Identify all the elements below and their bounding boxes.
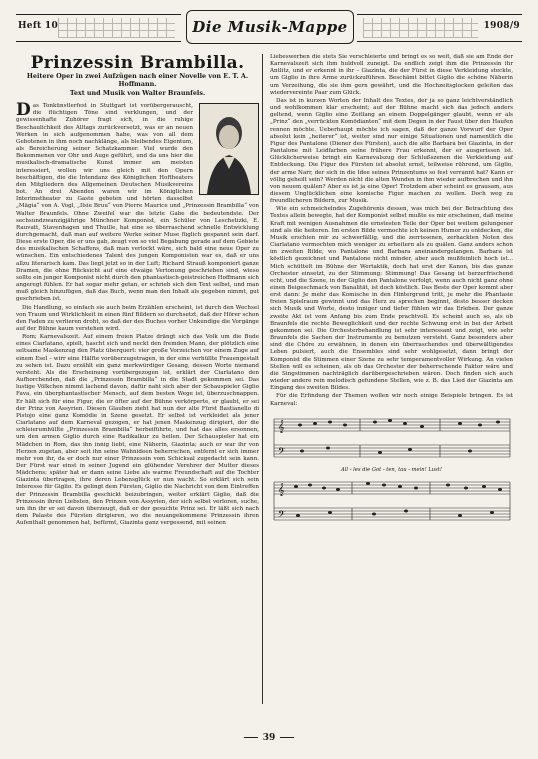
svg-text:𝄞: 𝄞: [278, 482, 285, 496]
masthead-left-band: [16, 14, 181, 42]
article-credits: Text und Musik von Walter Braunfels.: [69, 89, 206, 98]
svg-text:𝄢: 𝄢: [278, 508, 286, 522]
issue-label: Heft 10: [18, 21, 59, 31]
masthead-right-band: [357, 14, 522, 42]
paragraph: Die Handlung, so einfach sie auch beim Erzählen erscheint, ist durch den Wechsel von Traum und Wirklichkeit in einen fünf Bildern so durchsetzt, daß der Hörer schon den Faden zu verlieren droht, so daß der des Buches vorher Unkundige die Vorgänge auf der Bühne kaum verstehen wird.: [16, 304, 259, 332]
magazine-title: Die Musik-Mappe: [186, 10, 354, 44]
music-lyric: All - les die Got - ten, tau - mein! Lust!: [341, 466, 442, 473]
music-staff-system-2: [270, 478, 513, 524]
page-number-dash: [280, 737, 294, 738]
article-title: Prinzessin Brambilla.: [30, 53, 245, 73]
paragraph: as Tonkünstlerfest in Stuttgart ist vorübergerauscht, die flüchtigen Töne sind verklungen, und der gewissenhafte Zuhörer fragt sich, in die ruhige Beschaulichkeit des Alltags zurückversetzt, was er an neuen Werken in sich aufgenommen habe, was von all dem Gebotenen in ihm noch nachklänge, als bleibendes Eigentum, als Bereicherung seiner Schatzkammer. Viel wurde den Bekommenen vor Ohr und Auge geführt, und da uns hier die musikalisch-dramatische Kunst immer am meisten interessiert, wollen wir uns gleich mit den Opern beschäftigen, die die Intendanz des Königlichen Hoftheaters den Mitgliedern des Allgemeinen Deutschen Musikvereins bot. An drei Abenden waren wir im Königlichen Interimstheater zu Gaste gebeten und hörten dasselbst „Mägia“ von A. Vogl, „Ilsie Bruu“ von Pierre Maurice und „Prinzessin Brambilla“ von Walter Braunfels. Ohne Zweifel war die letzte Gabe die bedeutendste. Der sechsundzwanzigjährige Münchner Komponist, ein Schüler von Leschetizki, E. Rauvatt, Stavenhagen und Thuille, hat eine so überraschend schnelle Entwicklung durchgemacht, daß man auf weitere Werke seiner Muse füglich gespannt sein darf. Diese erste Oper, die er uns gab, zeugt von so viel Begabung gerade auf dem Gebiete des musikalischen Schaffens, daß man verlockt wäre, sich bald eine neue Oper zu wünschen. Ein entschiedenes Talent des jungen Komponisten war es, daß er uns allzu literarisch kam. Das liegt jetzt so in der Luft; Richard Strauß komponiert ganze Dramen, die ohne Rücksicht auf eine etwaige Vertonung geschrieben sind, wieso sollte ein junger Komponist nicht durch den phantastisch-geistreichen Hoffmann sich angeregt fühlen. Er hat sogar mehr getan, er schrieb sich den Text selbst, und man muß gleich hinzufügen, daß das Buch, wenn man den Inhalt als gegeben nimmt, gut geschrieben ist.: [16, 103, 259, 303]
paragraph: Liebeswerben die stets Sie verschleierte und bringt es so weit, daß sie am Ende der Karnevalszeit sich ihm huldvoll zuneigt. Da endlich zeigt ihm die Prinzessin ihr Antlitz, und er erkennt in ihr – Giazinta, die der Fürst in diese Verkleidung steckte, um Giglio in ihre Arme zurückzuführen. Beschämt bittet Giglio die schöne Näherin um Verzeihung, die sie ihm gern gewährt, und die Hochzeitsglocken geleiten das wiedervereinte Paar zum Glück.: [270, 54, 513, 96]
left-column: [16, 54, 259, 528]
article-subtitle: Heitere Oper in zwei Aufzügen nach einer Novelle von E. T. A. Hoffmann.: [26, 72, 249, 89]
paragraph: Rom; Karnevalszeit. Auf einem freien Platze drängt sich das Volk um die Bude eines Ciarlatano, spielt, hascht sich und neckt den fremden Mann, der plötzlich eine seltsame Maskenzug den Platz überquert: vier große Vorzeichen vor einem Zuge auf einem Esel – wirr eine Hälfte vorüberzugetragen, in der eine verhüllte Frauengestalt zu sehen ist. Dazu erzählt ein ganz merkwürdiger Gesang, dessen Worte niemand versteht. Als die Erscheinung vorübergezogen ist, erklärt der Ciarlatano den Aufhorchenden, daß die „Prinzessin Brambilla“ in die Stadt gekommen sei. Das lustige Völkchen nimmt lachend davon, dafür naht sich aber der Schauspieler Giglio Fava, ein überphantastischer Mensch, auf dem besten Wege ist, überzuschnappen. Er hält sich für eine Figur, die er öfter auf der Bühne verkörperte, er glaubt, er sei der Prinz von Assyrien. Diesen Glauben zieht hat nun der alte Fürst Bastianello di Pistojo eine ganz Komödie in Szene gesetzt. Er selbst ist verkleidet als jener Ciarlatano auf dem Karneval gezogen, er hat jenen Maskenzug dirigiert, der die schleierumhüllte „Prinzessin Brambilla“ herbeiführte, und hat das alles ersonnen, um den armen Giglio durch eine Radikalkur zu heilen. Der Schauspieler hat ein Mädchen in Rom, das ihn innig liebt, eine Näherin, Giazinta; auch er war ihr von Herzen zugetan, aber seit ihn seine Wahnideen beherrschen, entfernt er sich immer mehr von ihr, da er doch nur einer Prinzessin vom Schicksal zugedacht sein kann. Der Fürst war einst in seiner Jugend ein glühender Verehrer der Mutter dieses Mädchens; später hat er dann seine Liebe als warme Freundschaft auf die Tochter Giazinta übertragen, ihre deren Lebensglück er nun wacht. So erklärt sich sein Interesse für Giglio. Es gelingt dem Fürsten, Giglio die Nachricht von dem Eintreffen der Prinzessin Brambilla geschickt beizubringen, weiter erklärt Giglio, daß die Prinzessin ihren Liebsten, den Prinzen von Assyrien, der sich selbst verloren, suche, um ihn ihr er sei davon überzeugt, daß er der gesuchte Prinz sei. Er läßt sich nach dem Palaste des Fürsten dirigieren, wo die neuangekommene Prinzessin ihren Aufenthalt genommen hat, befürmt, Giazinta ganz vergessend, mit seinen: [16, 334, 259, 527]
music-staff-system-1: [270, 415, 513, 461]
paragraph: Wie ein schmeichelndes Zugehörenis dessen, was mich bei der Betrachtung des Textes allein bewegte, hat der Komponist selbst mußte es mir erscheinen, daß meine Kraft mit wenigen Ausnahmen die ernstesten Teile der Oper bei weitem gelungener sind als die heiteren. Im ersten Bilde vermochte ich keinen Humor zu entdecken, die Musik erschien mir zu schwerfällig, und die zerrissenen, zerhackten Noten des Ciarlatano vermochten mich weniger zu erheitern als zu quälen. Ganz anders schon im zweiten Bilde, wo Pantalone und Barbara aneinandergelangen. Barbara ist köstlich gezeichnet und Pantalone nicht minder, aber auch mußfeinlich hoch ist... Mich schüttelt im Bühne der Wertaktik, doch hat erst der Kanon, bis das ganze Orchester einsetzt, zu der Stimmung: Stimmung! Das Gesang ist herzerfrischend echt, und die Szene, in der Giglio den Pantalone verfolgt, wenn auch nicht ganz ohne einen Beigeschmack von Banalität, ist doch köstlich. Das Beste der Oper kommt aber erst dann: Je mehr das Komische in den Hintergrund tritt, je mehr die Phantasie freien Spielraum gewinnt und das Herz zu sprechen beginnt, desto besser decken sich Musik und Worte, desto inniger und tiefer fühlen wir das Erleben. Der ganze zweite Akt ist vom Anfang bis zum Ende prachtvoll. Es scheint auch so, als ob Braunfels die rechte Beweglichkeit und der rechte Schwung erst in bei der Arbeit gekommen sei. Die Orchesterbehandlung ist sehr interessant und zeigt, wie sehr Braunfels die Sachen der Instrumente zu benutzen versteht. Ganz besonders aber sind die Chöre zu erwähnen, in denen ein überraschendes und überwältigendes Leben pulsiert, auch die Ensembles sind sehr wohlgesetzt, dann bringt der Komponist die Stimmen einer Szene zu sehr temperamentvoller Wirkung. An vielen Stellen will es scheinen, als ob das Orchester der beherrschende Faktor wäre und die Singstimmen nachträglich darübergeschrieben wären. Doch finden sich auch wieder andere rein melodisch gefundene Stellen, wie z. B. das Lied der Giazinta am Eingang des zweiten Bildes.: [270, 206, 513, 392]
svg-text:𝄢: 𝄢: [278, 445, 286, 459]
page-number-value: 39: [262, 733, 276, 743]
music-example: [270, 412, 513, 531]
article-body-left: [16, 100, 259, 527]
svg-text:𝄞: 𝄞: [278, 419, 285, 433]
composer-portrait-image: [199, 103, 259, 195]
page-number: [0, 733, 538, 743]
right-column: [270, 54, 513, 531]
masthead-ornament: [58, 18, 175, 38]
column-divider: [262, 54, 263, 704]
paragraph: Das ist in kurzen Worten der Inhalt des Textes, der ja so ganz leichtverständlich und wohlkommen klar erscheint; auf der Bühne macht sich das jedoch anders geltend, wenn Giglio eine Zeitlang an einem Doppelgänger glaubt, wenn er als „Prinz“ den „verrückten Komödianten“ mit dem Degen in der Faust über den Haufen rennen möchte. Ueberhaupt möchte ich sagen, daß der ganze Vorwurf der Oper absolut kein „heiterer“ ist, weiter sind nur einige Situationen und namentlich die Figur des Pantalone (Diener des Fürsten), auch die alte Barbara bei Giazinta, in der Pantalone mit Leidfarben seine frühere Frau erkennt, der er ausgerissen ist. Glücklicherweise bringt ein Karnevalszug der Schlußszenen die Verkleidung auf Entdeckung. Die Figur des Fürsten ist absolut ernst, teilweise rührend, um Giglio, der arme Narr, der sich in die Idee seines Prinzentums so fest verrannt hat? Kann er völlig geheilt sein? Werden nicht die alten Wunden in ihm wieder aufbrechen und ihn von neuem quälen? Aber es ist ja eine Oper! Trotzdem aber scheint es grausam, aus diesem Unglücklichen eine komische Figur machen zu wollen. Doch weg zu freundlicheren Bildern, zur Musik.: [270, 97, 513, 205]
masthead: [16, 10, 522, 44]
paragraph: Für die Erfindung der Themen wollen wir noch einige Beispiele bringen. Es ist Karneval:: [270, 393, 513, 407]
page-number-dash: [244, 737, 258, 738]
drop-cap: D: [16, 100, 31, 121]
masthead-ornament: [363, 18, 478, 38]
year-label: 1908/9: [483, 21, 520, 31]
